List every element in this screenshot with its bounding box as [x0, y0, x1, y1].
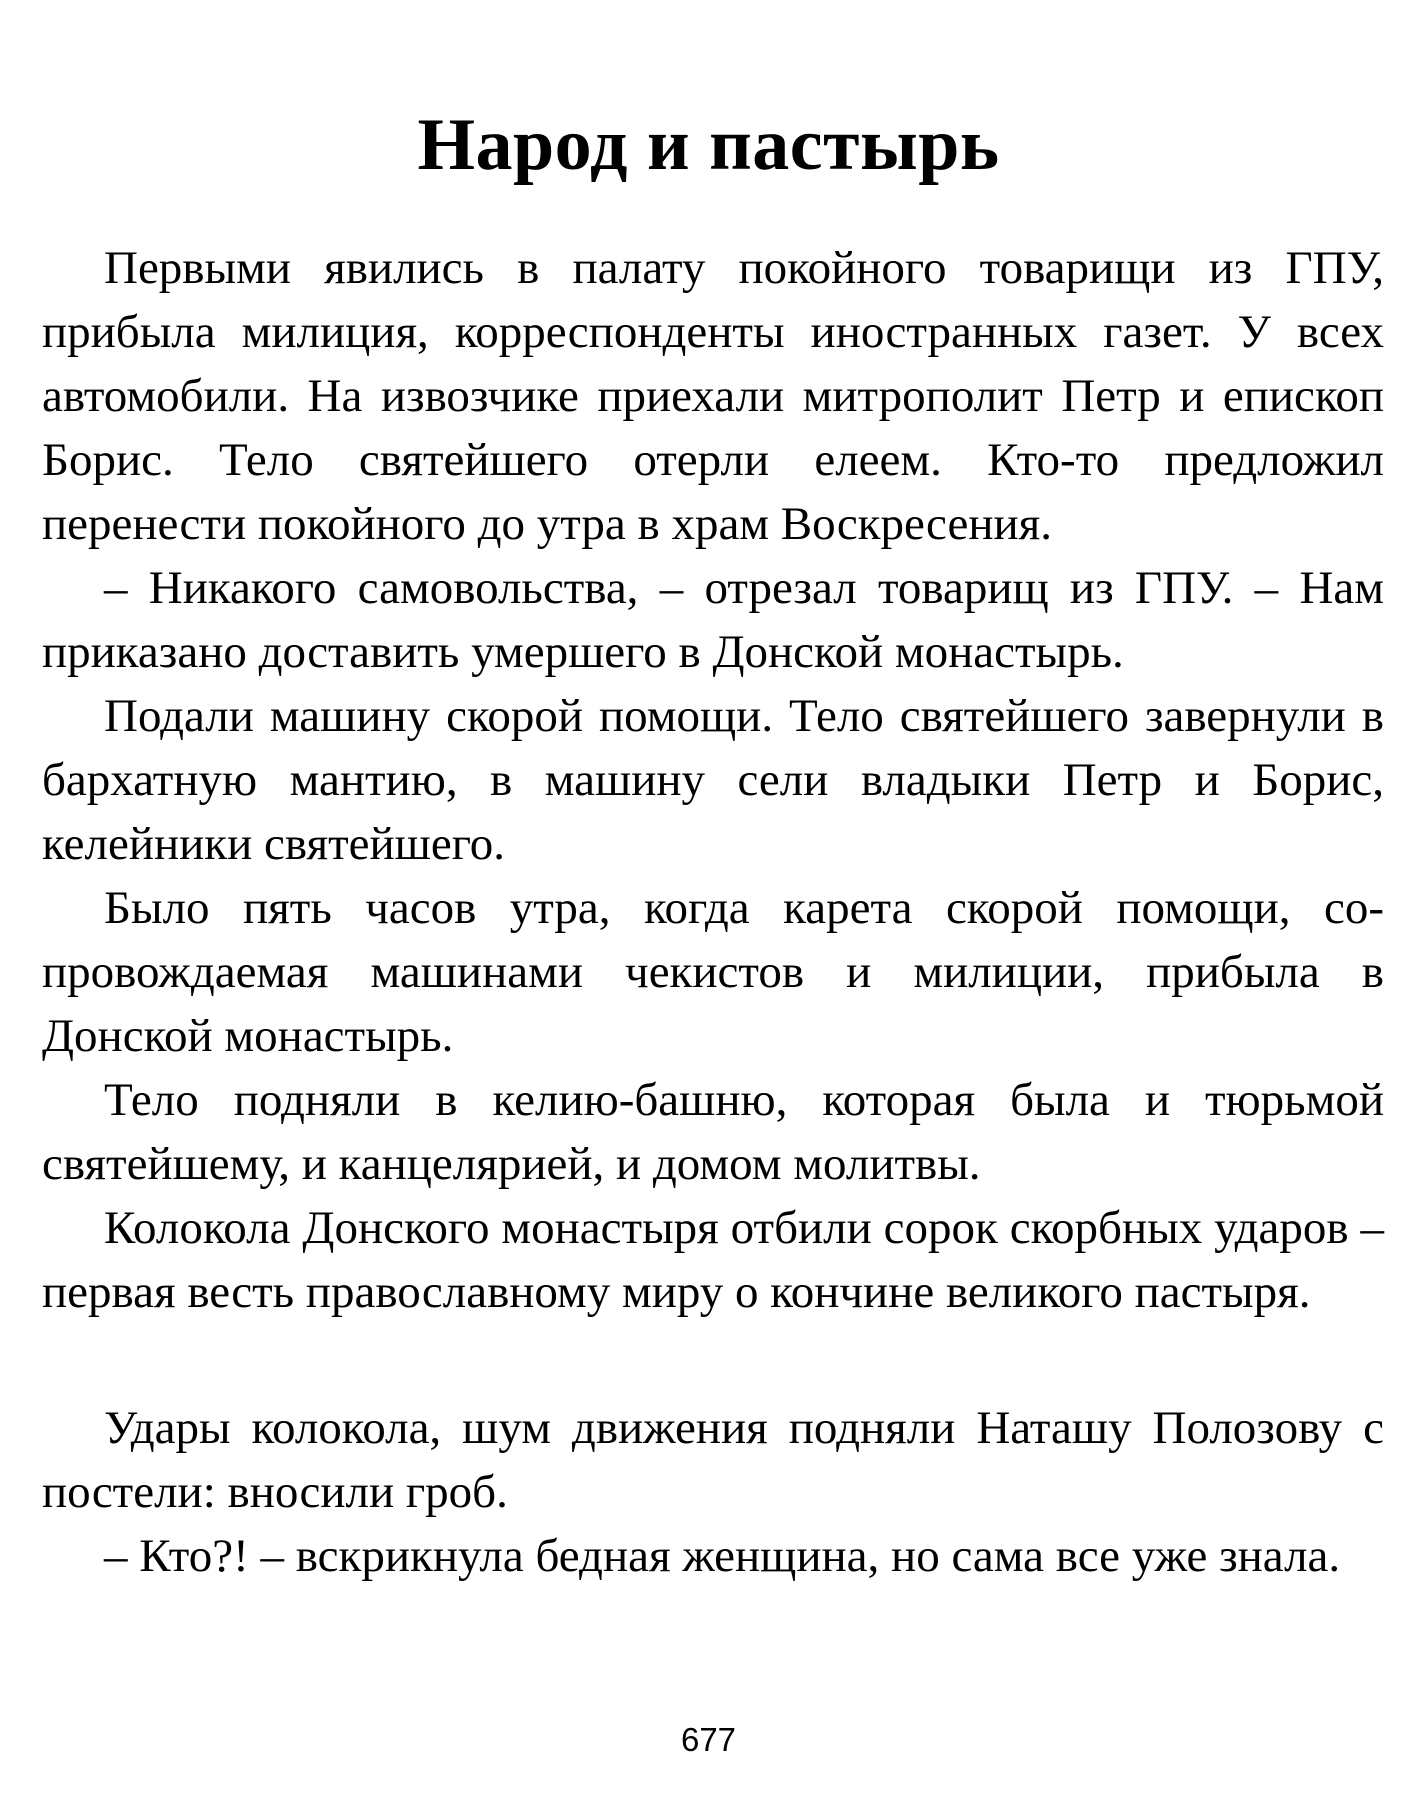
- paragraph: Тело подняли в келию-башню, которая была и тюрьмой святейшему, и канцелярией, и домом молитвы.: [42, 1074, 1384, 1190]
- body-text: [42, 236, 1384, 1588]
- section-break: [42, 1324, 1384, 1396]
- paragraph: Первыми явились в палату покойного товарищи из ГПУ, прибыла милиция, корреспонденты иностранных газет. У всех автомобили. На извозчике приехали митрополит Петр и епископ Борис. Тело святейшего отерли елеем. Кто-то предложил перенести покойного до утра в храм Воскресения.: [42, 242, 1384, 550]
- paragraph: – Никакого самовольства, – отрезал товарищ из ГПУ. – Нам приказано доставить умершего в Донской монастырь.: [42, 562, 1384, 678]
- paragraph: Было пять часов утра, когда карета скорой помощи, сопровождаемая машинами чекистов и милиции, прибыла в Донской монастырь.: [42, 882, 1384, 1062]
- paragraph: Удары колокола, шум движения подняли Наташу Полозову с постели: вносили гроб.: [42, 1402, 1384, 1518]
- paragraph: Колокола Донского монастыря отбили сорок скорбных ударов – первая весть православному миру о кончине великого пастыря.: [42, 1202, 1384, 1318]
- chapter-title: Народ и пастырь: [417, 104, 1000, 186]
- paragraph: – Кто?! – вскрикнула бедная женщина, но сама все уже знала.: [104, 1530, 1341, 1582]
- page-number: 677: [680, 1721, 737, 1758]
- paragraph: Подали машину скорой помощи. Тело святейшего завернули в бархатную мантию, в машину сели владыки Петр и Борис, келейники святейшего.: [42, 690, 1384, 870]
